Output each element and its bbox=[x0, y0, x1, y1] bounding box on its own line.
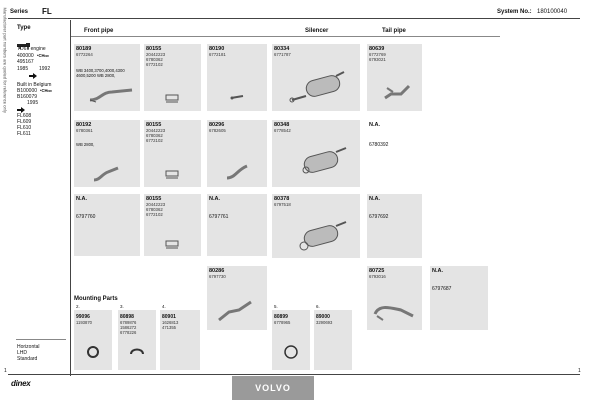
oem-number: 6778542 bbox=[274, 128, 291, 133]
part-number: 80155 bbox=[146, 46, 162, 52]
side-note: Manufacturer part numbers are quoted for reference only bbox=[2, 7, 8, 113]
part-number: 80189 bbox=[76, 46, 92, 52]
clamp-drawing bbox=[164, 168, 182, 180]
mounting-index: 6. bbox=[316, 304, 320, 309]
na-part-number: 6780392 bbox=[369, 142, 389, 148]
dinex-logo: dinex bbox=[11, 379, 31, 388]
page-number-right: 1 bbox=[578, 368, 581, 374]
na-label: N.A. bbox=[369, 196, 380, 202]
mounting-index: 5. bbox=[274, 304, 278, 309]
brand-name: VOLVO bbox=[255, 383, 291, 393]
na-label: N.A. bbox=[209, 196, 220, 202]
part-number: 80296 bbox=[209, 122, 225, 128]
oem-number: 6772769 6793021 bbox=[369, 52, 386, 62]
years-a-to: 1992 bbox=[39, 66, 51, 72]
orientation-label: Horizontal bbox=[17, 344, 40, 350]
front-pipe-drawing bbox=[88, 86, 134, 104]
oem-number: 6778965 bbox=[274, 320, 291, 325]
mounting-card[interactable] bbox=[118, 304, 156, 370]
na-part-number: 6797761 bbox=[209, 214, 229, 220]
footer-rule bbox=[8, 374, 580, 375]
col-tail-pipe: Tail pipe bbox=[382, 28, 406, 34]
part-number: 80192 bbox=[76, 122, 92, 128]
part-number: 80286 bbox=[209, 268, 225, 274]
model-item: FL608 bbox=[17, 113, 32, 119]
standard-label: Standard bbox=[17, 356, 38, 362]
part-number: 89000 bbox=[316, 314, 330, 320]
built-in-label: Built in Belgium bbox=[17, 82, 52, 88]
na-label: N.A. bbox=[369, 122, 380, 128]
oem-number: 6771787 bbox=[274, 52, 291, 57]
pipe-drawing bbox=[225, 162, 251, 182]
truck-icon bbox=[17, 36, 31, 42]
tail-pipe-drawing bbox=[381, 80, 413, 104]
mounting-title: Mounting Parts bbox=[74, 296, 118, 302]
oem-number: 1193870 bbox=[76, 320, 92, 325]
mounting-card[interactable] bbox=[272, 304, 310, 370]
serial-d: B160079 bbox=[17, 94, 38, 100]
serial-a: 400000 bbox=[17, 53, 34, 59]
years-a-from: 1985 bbox=[17, 66, 29, 72]
part-card[interactable] bbox=[144, 44, 201, 111]
part-number: 80639 bbox=[369, 46, 385, 52]
mounting-index: 2. bbox=[76, 304, 80, 309]
oem-number: 6797730 bbox=[209, 274, 226, 279]
model-item: FL611 bbox=[17, 131, 31, 137]
serial-c: B100000 bbox=[17, 88, 38, 94]
mounting-index: 4. bbox=[162, 304, 166, 309]
system-label: System No.: bbox=[497, 9, 532, 15]
oem-number: 6772264 bbox=[76, 52, 93, 57]
na-part-number: 6797760 bbox=[76, 214, 96, 220]
part-card[interactable] bbox=[207, 44, 267, 111]
page-number-left: 1 bbox=[4, 368, 7, 374]
part-number: 80901 bbox=[162, 314, 176, 320]
part-card[interactable] bbox=[74, 44, 140, 111]
series-label: Series bbox=[10, 9, 29, 15]
col-front-pipe: Front pipe bbox=[84, 28, 114, 34]
part-number: 80334 bbox=[274, 46, 290, 52]
brand-banner bbox=[232, 376, 314, 400]
oem-number: 6797518 bbox=[274, 202, 291, 207]
silencer-drawing bbox=[292, 142, 352, 182]
clamp-ring-drawing bbox=[84, 344, 102, 360]
mounting-index: 3. bbox=[120, 304, 124, 309]
part-card[interactable] bbox=[144, 120, 201, 187]
serial-b: 495167 bbox=[17, 59, 34, 65]
na-part-number: 6797687 bbox=[432, 286, 452, 292]
part-card[interactable] bbox=[272, 44, 360, 111]
header-sub-rule bbox=[70, 36, 500, 37]
col-silencer: Silencer bbox=[305, 28, 329, 34]
oem-number: 3290693 bbox=[316, 320, 333, 325]
oem-number: 6780361 bbox=[76, 128, 93, 133]
wb-note: WB 3400,3700,4000,4300 4600,5200 WB 2800, bbox=[76, 68, 125, 78]
part-card[interactable] bbox=[367, 44, 422, 111]
oem-number: 6782605 bbox=[209, 128, 226, 133]
gasket-ring-drawing bbox=[282, 344, 300, 360]
oem-number: 6789876 1586272 6778226 bbox=[120, 320, 137, 335]
part-number: 80898 bbox=[120, 314, 134, 320]
part-number: 80378 bbox=[274, 196, 290, 202]
na-card[interactable] bbox=[430, 266, 488, 330]
mounting-card[interactable] bbox=[314, 304, 352, 370]
model-item: FL610 bbox=[17, 125, 32, 131]
tail-pipe-drawing bbox=[371, 294, 417, 324]
series-value: FL bbox=[42, 7, 52, 16]
silencer-drawing bbox=[286, 66, 352, 108]
na-label: N.A. bbox=[432, 268, 443, 274]
years-b-to: 1995 bbox=[27, 100, 39, 106]
front-pipe-drawing bbox=[92, 164, 122, 184]
system-value: 180100040 bbox=[537, 9, 568, 15]
oem-number: 6772181 bbox=[209, 52, 226, 57]
oem-number: 20442223 6780362 6772102 bbox=[146, 128, 166, 143]
na-card[interactable] bbox=[207, 194, 267, 256]
arrow-right-icon bbox=[29, 66, 37, 72]
na-card[interactable] bbox=[367, 194, 422, 258]
chassis-icon: •CHNR bbox=[37, 53, 49, 58]
silencer-drawing bbox=[292, 216, 352, 256]
mounting-card[interactable] bbox=[160, 304, 200, 370]
content-left-rule bbox=[70, 20, 71, 376]
oem-number: 6793016 bbox=[369, 274, 386, 279]
oem-number: 1626813 471355 bbox=[162, 320, 179, 330]
bottom-panel-rule bbox=[16, 339, 66, 340]
chassis-icon: •CHNR bbox=[40, 88, 52, 93]
part-card[interactable] bbox=[74, 120, 140, 187]
header-top-rule bbox=[8, 18, 580, 19]
part-card[interactable] bbox=[272, 194, 360, 258]
bracket-drawing bbox=[128, 344, 146, 360]
pipe-drawing bbox=[215, 294, 255, 324]
engine-label: TD61 engine bbox=[17, 46, 46, 52]
part-card[interactable] bbox=[207, 266, 267, 330]
part-number: 80155 bbox=[146, 196, 162, 202]
model-item: FL609 bbox=[17, 119, 32, 125]
part-card[interactable] bbox=[272, 120, 360, 187]
gasket-drawing bbox=[229, 92, 247, 102]
mounting-card[interactable] bbox=[74, 304, 112, 370]
part-number: 80155 bbox=[146, 122, 162, 128]
na-part-number: 6797692 bbox=[369, 214, 389, 220]
drive-label: LHD bbox=[17, 350, 28, 356]
arrow-right-icon bbox=[17, 100, 25, 106]
wb-note: WB 2800, bbox=[76, 142, 95, 147]
part-card[interactable] bbox=[144, 194, 201, 256]
part-card[interactable] bbox=[367, 266, 422, 330]
clamp-drawing bbox=[164, 238, 182, 250]
part-number: 80348 bbox=[274, 122, 290, 128]
type-title: Type bbox=[17, 25, 31, 31]
part-number: 80725 bbox=[369, 268, 385, 274]
na-label: N.A. bbox=[76, 196, 87, 202]
oem-number: 20442223 6780362 6772102 bbox=[146, 202, 166, 217]
part-number: 99096 bbox=[76, 314, 90, 320]
part-card[interactable] bbox=[207, 120, 267, 187]
part-number: 80899 bbox=[274, 314, 288, 320]
oem-number: 20442223 6780362 6772102 bbox=[146, 52, 166, 67]
na-card[interactable] bbox=[74, 194, 140, 256]
part-number: 80190 bbox=[209, 46, 225, 52]
clamp-drawing bbox=[164, 92, 182, 104]
